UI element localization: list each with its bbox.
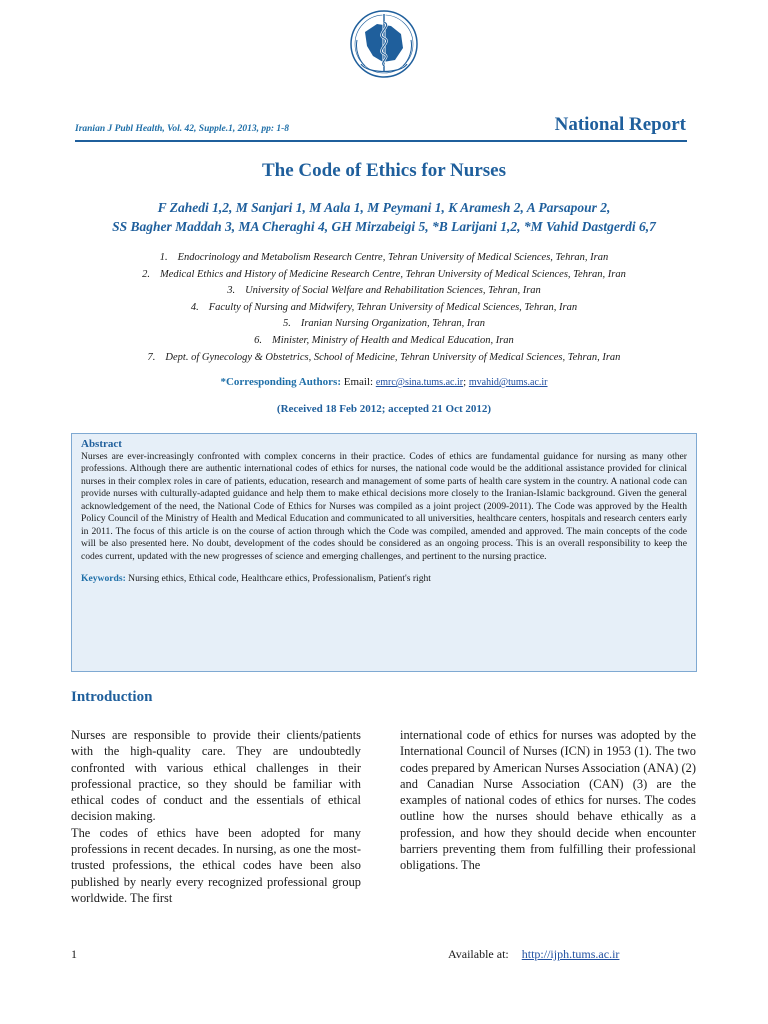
email-link-mvahid[interactable]: mvahid@tums.ac.ir (468, 377, 548, 388)
affiliation-text: Endocrinology and Metabolism Research Centre, Tehran University of Medical Sciences, Tehran, Iran (177, 252, 609, 263)
affiliation-text: Medical Ethics and History of Medicine Research Centre, Tehran University of Medical Sciences, Tehran, Iran (159, 268, 626, 280)
affiliation-list (60, 250, 708, 366)
affiliation-text: Iranian Nursing Organization, Tehran, Iran (300, 318, 486, 330)
left-column (71, 727, 361, 906)
footer-availability (448, 947, 619, 962)
corresponding-label: *Corresponding Authors: (220, 376, 341, 388)
affiliation-number: 2. (142, 268, 150, 280)
affiliation-item (60, 350, 708, 367)
email-separator: ; (463, 376, 467, 388)
intro-paragraph: international code of ethics for nurses was adopted by the International Council of Nurses (ICN) in 1953 (1). The two codes prepared by American Nurses Association (ANA) (2) and Canadian Nurse Association (CAN) (3) are the examples of national codes of ethics for nurses. The codes outline how the nurses should behave ethically as a profession, and how they should decide when encounter barriers preventing them from fulfilling their professional obligations. The (400, 728, 696, 873)
ministry-of-health-emblem-icon (347, 4, 421, 86)
affiliation-number: 5. (282, 318, 291, 330)
author-list (60, 198, 708, 236)
affiliation-text: Dept. of Gynecology & Obstetrics, School of Medicine, Tehran University of Medical Sciences, Tehran, Iran (165, 351, 621, 363)
intro-paragraph: Nurses are responsible to provide their clients/patients with the high-quality care. They are undoubtedly confronted with various ethical challenges in their professional practice, so they should be familiar with ethical codes of conduct and the essentials of ethical decision making. (71, 728, 361, 824)
author-line-2: SS Bagher Maddah 3, MA Cheraghi 4, GH Mirzabeigi 5, *B Larijani 1,2, *M Vahid Dastgerdi 6,7 (112, 219, 656, 234)
intro-paragraph: The codes of ethics have been adopted for many professions in recent decades. In nursing, as one the most-trusted professions, the ethical codes have been also published by nearly every recognized professional group worldwide. The first (71, 825, 361, 905)
author-line-1: F Zahedi 1,2, M Sanjari 1, M Aala 1, M Peymani 1, K Aramesh 2, A Parsapour 2, (157, 200, 611, 215)
affiliation-number: 1. (159, 252, 168, 263)
corresponding-authors (0, 376, 768, 388)
affiliation-item (60, 333, 708, 350)
email-link-emrc[interactable]: emrc@sina.tums.ac.ir (375, 377, 464, 388)
journal-url-link[interactable]: http://ijph.tums.ac.ir (521, 947, 620, 961)
introduction-heading: Introduction (71, 689, 153, 705)
keywords-text: Nursing ethics, Ethical code, Healthcare ethics, Professionalism, Patient's right (128, 573, 431, 585)
header-rule (75, 140, 687, 142)
affiliation-item (60, 267, 708, 284)
abstract-box (71, 433, 697, 672)
affiliation-number: 7. (147, 351, 156, 363)
affiliation-item (60, 316, 708, 333)
right-column (400, 727, 696, 874)
affiliation-number: 4. (190, 301, 199, 313)
affiliation-item (60, 300, 708, 317)
article-title: The Code of Ethics for Nurses (261, 160, 506, 181)
abstract-text: Nurses are ever-increasingly confronted with complex concerns in their practice. Codes of ethics are fundamental guidance for nursing as many other professions. Although there are authentic international codes of ethics for nurses, the national code would be the additional assistance provided for clinical nurses in their complex roles in care of patients, education, research and management of some parts of health care system in the country. A national code can provide nurses with culturally-adapted guidance and help them to make ethical decisions more closely to the Iranian-Islamic background. Given the general acknowledgement of the need, the National Code of Ethics for Nurses was compiled as a joint project (2009-2011). The Code was approved by the Health Policy Council of the Ministry of Health and Medical Education and communicated to all universities, healthcare centers, hospitals and research centers early in 2011. The focus of this article is on the course of action through which the Code was compiled, amended and approved. The main concepts of the code will be also presented here. No doubt, development of the codes should be considered as an ongoing process. This is an overall responsibility to keep the codes current, updated with the new progresses of science and emerging challenges, and pertinent to the nursing practice. (81, 451, 687, 562)
report-type-label: National Report (554, 114, 686, 135)
affiliation-text: Minister, Ministry of Health and Medical Education, Iran (272, 334, 514, 346)
affiliation-text: University of Social Welfare and Rehabilitation Sciences, Tehran, Iran (245, 285, 541, 297)
affiliation-number: 6. (254, 334, 263, 346)
keywords (81, 573, 687, 584)
affiliation-text: Faculty of Nursing and Midwifery, Tehran University of Medical Sciences, Tehran, Iran (208, 301, 578, 313)
email-label: Email: (343, 376, 374, 388)
abstract-heading: Abstract (81, 438, 122, 450)
affiliation-item (60, 283, 708, 300)
keywords-label: Keywords: (81, 573, 126, 585)
affiliation-item (60, 250, 708, 267)
journal-reference: Iranian J Publ Health, Vol. 42, Supple.1, 2013, pp: 1-8 (75, 124, 290, 134)
received-dates: (Received 18 Feb 2012; accepted 21 Oct 2012) (276, 403, 492, 415)
affiliation-number: 3. (227, 285, 236, 297)
page-number: 1 (71, 947, 77, 961)
available-label: Available at: (448, 947, 509, 961)
